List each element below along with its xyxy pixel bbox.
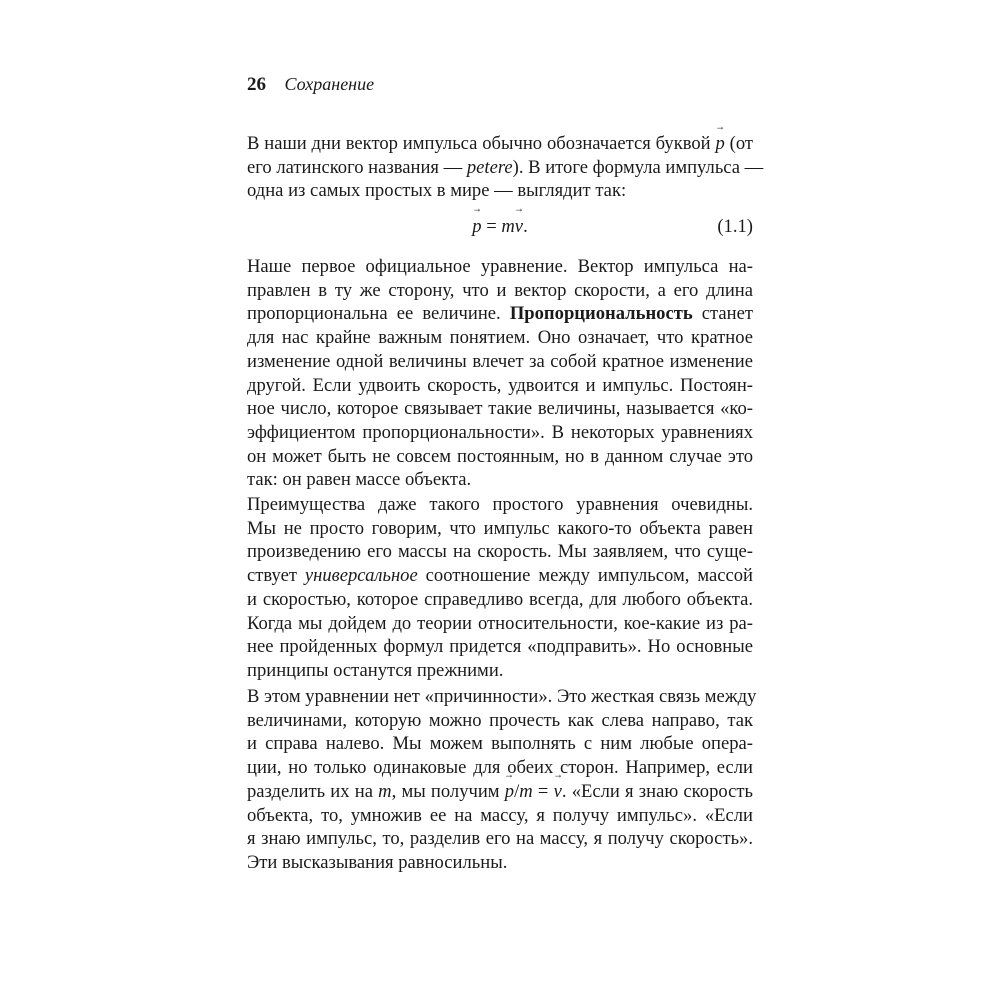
- paragraph-3-line-7: нее пройденных формул придется «подправить». Но основные: [247, 636, 753, 658]
- paragraph-2-line-4: для нас крайне важным понятием. Оно означает, что кратное: [247, 327, 753, 349]
- paragraph-2-line-5: изменение одной величины влечет за собой кратное изменение: [247, 350, 753, 372]
- paragraph-2-line-9: он может быть не совсем постоянным, но в данном случае это: [247, 445, 753, 467]
- paragraph-2-line-6: другой. Если удвоить скорость, удвоится и импульс. Постоян-: [247, 374, 753, 396]
- paragraph-3-line-3: произведению его массы на скорость. Мы заявляем, что суще-: [247, 541, 753, 563]
- paragraph-3: [247, 493, 753, 683]
- equation-body: [247, 214, 753, 240]
- bold-term: Пропорциональность: [509, 303, 693, 325]
- momentum-vector-symbol: → p: [505, 780, 514, 804]
- paragraph-2-line-2: правлен в ту же сторону, что и вектор скорости, а его длина: [247, 279, 753, 301]
- paragraph-2-line-1: Наше первое официальное уравнение. Вектор импульса на-: [247, 256, 753, 277]
- page-number: 26: [247, 74, 266, 95]
- text-segment: , мы получим: [391, 780, 505, 802]
- paragraph-2: [247, 255, 753, 492]
- paragraph-4-line-2: величинами, которую можно прочесть как слева направо, так: [247, 709, 753, 731]
- paragraph-2-line-8: эффициентом пропорциональности». В некоторых уравнениях: [247, 421, 753, 443]
- mass-symbol: m: [378, 780, 392, 802]
- text-segment: ). В итоге формула импульса —: [512, 156, 764, 178]
- latin-word: petere: [466, 156, 513, 178]
- paragraph-1-line-1: [247, 132, 753, 156]
- paragraph-4-line-7: я знаю импульс, то, разделив его на массу, я получу скорость».: [247, 828, 753, 850]
- paragraph-1-line-3: одна из самых простых в мире — выглядит так:: [247, 180, 627, 202]
- running-title: Сохранение: [284, 74, 375, 94]
- text-segment: ствует: [247, 565, 305, 587]
- text-segment: станет: [692, 303, 753, 325]
- velocity-vector-symbol: → v: [515, 214, 523, 240]
- text-segment: пропорциональна ее величине.: [247, 303, 510, 325]
- mass-symbol: m: [501, 216, 515, 237]
- paragraph-4-line-8: Эти высказывания равносильны.: [247, 851, 508, 873]
- mass-symbol: m: [519, 780, 533, 802]
- slash-symbol: /: [514, 780, 520, 802]
- paragraph-3-line-8: принципы останутся прежними.: [247, 659, 504, 681]
- paragraph-3-line-1: Преимущества даже такого простого уравнения очевидны.: [247, 494, 753, 515]
- paragraph-4-line-6: объекта, то, умножив ее на массу, я получу импульс». «Если: [247, 804, 753, 826]
- paragraph-4: [247, 685, 757, 875]
- velocity-vector-symbol: → v: [554, 780, 562, 804]
- equation-number: (1.1): [717, 216, 753, 237]
- paragraph-4-line-1: В этом уравнении нет «причинности». Это жесткая связь между: [247, 686, 757, 707]
- momentum-vector-symbol: → p: [715, 132, 724, 156]
- text-segment: В наши дни вектор импульса обычно обозначается буквой: [247, 133, 716, 154]
- paragraph-4-line-4: ции, но только одинаковые для обеих сторон. Например, если: [247, 757, 753, 779]
- paragraph-3-line-6: Когда мы дойдем до теории относительности, кое-какие из ра-: [247, 612, 753, 634]
- text-segment: соотношение между импульсом, массой: [417, 565, 753, 587]
- paragraph-4-line-3: и справа налево. Мы можем выполнять с ним любые опера-: [247, 733, 753, 755]
- paragraph-1-line-2: [247, 156, 764, 180]
- equals-sign: =: [532, 780, 554, 802]
- paragraph-2-line-7: ное число, которое связывает такие величины, называется «ко-: [247, 398, 753, 420]
- text-segment: разделить их на: [247, 780, 379, 802]
- momentum-vector-symbol: → p: [472, 214, 481, 240]
- paragraph-3-line-2: Мы не просто говорим, что импульс какого-то объекта равен: [247, 517, 753, 539]
- paragraph-3-line-5: и скоростью, которое справедливо всегда, для любого объекта.: [247, 588, 753, 610]
- paragraph-3-line-4: [247, 564, 753, 588]
- text-segment: его латинского названия —: [247, 156, 467, 178]
- equation-1-1: [247, 214, 753, 240]
- paragraph-4-line-5: [247, 780, 753, 804]
- page-header: [247, 70, 374, 99]
- text-segment: (от: [724, 133, 753, 154]
- paragraph-1: [247, 132, 764, 203]
- italic-term: универсальное: [304, 565, 418, 587]
- equation-period: .: [523, 216, 528, 237]
- text-segment: . «Если я знаю скорость: [561, 780, 753, 802]
- equals-sign: =: [481, 216, 502, 237]
- paragraph-2-line-3: [247, 302, 753, 326]
- paragraph-2-line-10: так: он равен массе объекта.: [247, 469, 472, 491]
